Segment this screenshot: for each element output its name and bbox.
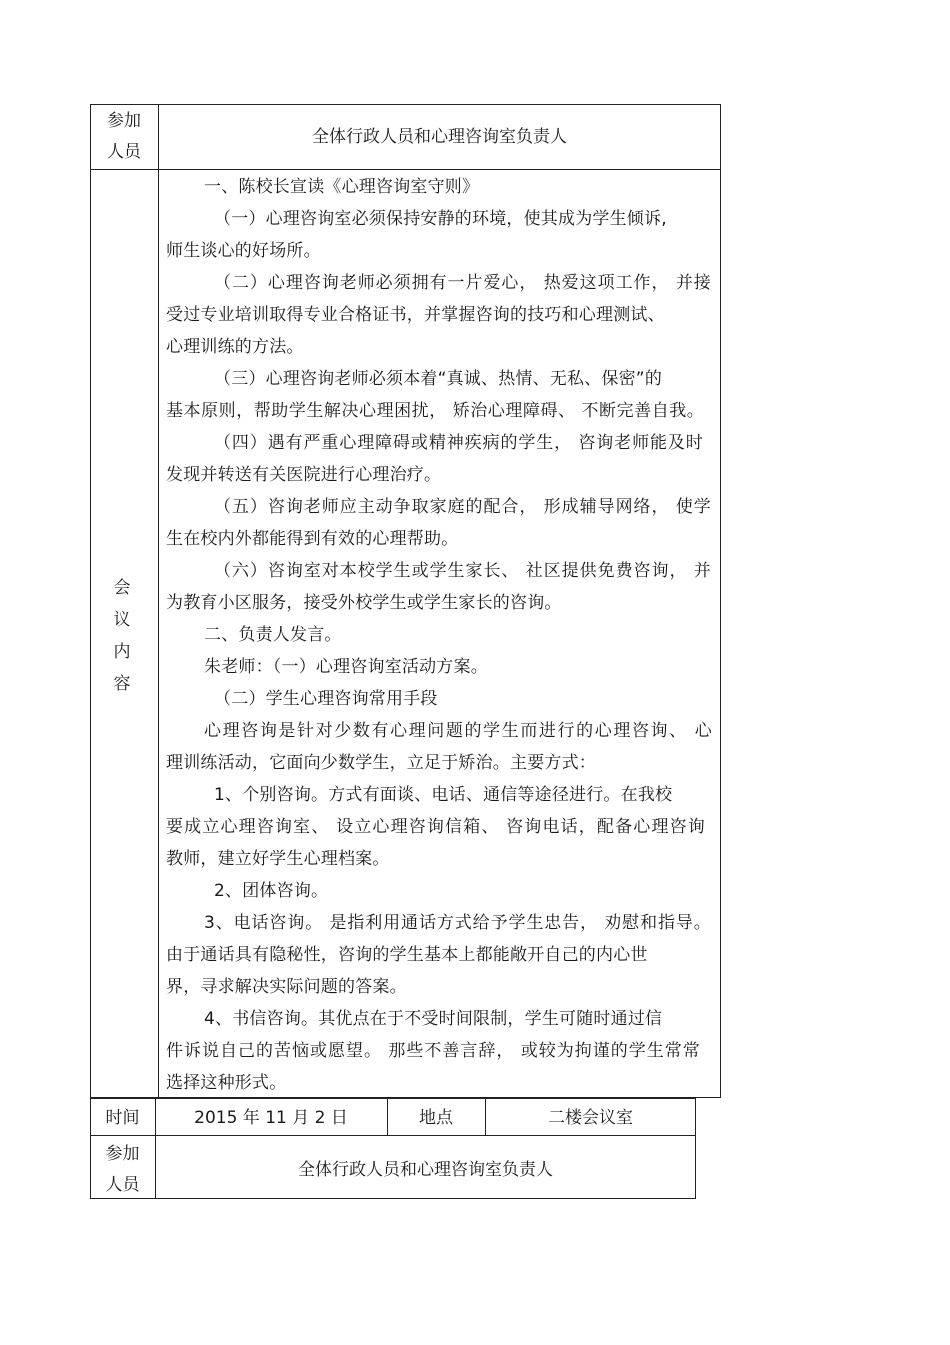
content-line: （五）咨询老师应主动争取家庭的配合， 形成辅导网络， 使学 (214, 497, 711, 517)
content-label-char-4: 容 (113, 674, 131, 694)
time-value: 2015 年 11 月 2 日 (194, 1108, 348, 1128)
content-label-char-3: 内 (113, 642, 131, 662)
content-line: （六）咨询室对本校学生或学生家长、 社区提供免费咨询， 并 (214, 561, 711, 581)
content-line: 心理咨询是针对少数有心理问题的学生而进行的心理咨询、 心 (204, 721, 712, 741)
content-line: 发现并转送有关医院进行心理治疗。 (166, 465, 442, 485)
content-line: 一、陈校长宣读《心理咨询室守则》 (204, 177, 480, 197)
attendees-label (90, 106, 158, 168)
place-value: 二楼会议室 (548, 1108, 633, 1128)
content-label-char-2: 议 (113, 610, 131, 630)
content-line: 朱老师：（一）心理咨询室活动方案。 (204, 657, 488, 677)
content-line: 件诉说自己的苦恼或愿望。 那些不善言辞， 或较为拘谨的学生常常 (166, 1041, 700, 1061)
content-line: 4、书信咨询。其优点在于不受时间限制，学生可随时通过信 (204, 1009, 663, 1029)
attendees-value: 全体行政人员和心理咨询室负责人 (298, 1160, 553, 1180)
attendees-label-line-1: 参加 (107, 111, 141, 131)
content-line: （二）心理咨询老师必须拥有一片爱心， 热爱这项工作， 并接 (214, 273, 711, 293)
content-line: （一）心理咨询室必须保持安静的环境，使其成为学生倾诉, (214, 209, 667, 229)
content-line: 要成立心理咨询室、 设立心理咨询信箱、 咨询电话，配备心理咨询 (166, 817, 705, 837)
place-label: 地点 (419, 1108, 453, 1128)
meeting-content-label (90, 572, 154, 700)
table1-column-divider (158, 104, 159, 1098)
content-line: 心理训练的方法。 (166, 337, 304, 357)
content-line: （三）心理咨询老师必须本着“真诚、热情、无私、保密”的 (214, 369, 663, 389)
content-line: 基本原则，帮助学生解决心理困扰， 矫治心理障碍、 不断完善自我。 (166, 401, 704, 421)
content-line: 受过专业培训取得专业合格证书，并掌握咨询的技巧和心理测试、 (166, 305, 665, 325)
attendees-label (90, 1139, 155, 1201)
attendees-label-line-1: 参加 (105, 1144, 140, 1164)
content-line: 师生谈心的好场所。 (166, 241, 321, 261)
content-line: 选择这种形式。 (166, 1073, 287, 1093)
content-line: 1、个别咨询。方式有面谈、电话、通信等途径进行。在我校 (214, 785, 673, 805)
content-line: 生在校内外都能得到有效的心理帮助。 (166, 529, 459, 549)
table1-row-divider (90, 169, 721, 170)
content-line: 3、电话咨询。 是指利用通话方式给予学生忠告， 劝慰和指导。 (204, 913, 711, 933)
attendees-label-line-2: 人员 (107, 142, 141, 162)
attendees-value: 全体行政人员和心理咨询室负责人 (312, 127, 567, 147)
content-line: （二）学生心理咨询常用手段 (214, 689, 438, 709)
content-line: （四）遇有严重心理障碍或精神疾病的学生， 咨询老师能及时 (214, 433, 703, 453)
content-line: 界，寻求解决实际问题的答案。 (166, 977, 407, 997)
content-label-char-1: 会 (113, 578, 131, 598)
table2-row-divider (90, 1135, 696, 1136)
content-line: 教师，建立好学生心理档案。 (166, 849, 390, 869)
content-line: 为教育小区服务，接受外校学生或学生家长的咨询。 (166, 593, 562, 613)
content-line: 理训练活动，它面向少数学生，立足于矫治。主要方式： (166, 753, 596, 773)
time-label: 时间 (105, 1108, 140, 1128)
content-line: 2、团体咨询。 (214, 881, 329, 901)
content-line: 由于通话具有隐秘性，咨询的学生基本上都能敞开自己的内心世 (166, 945, 648, 965)
attendees-label-line-2: 人员 (105, 1175, 140, 1195)
content-line: 二、负责人发言。 (204, 625, 342, 645)
